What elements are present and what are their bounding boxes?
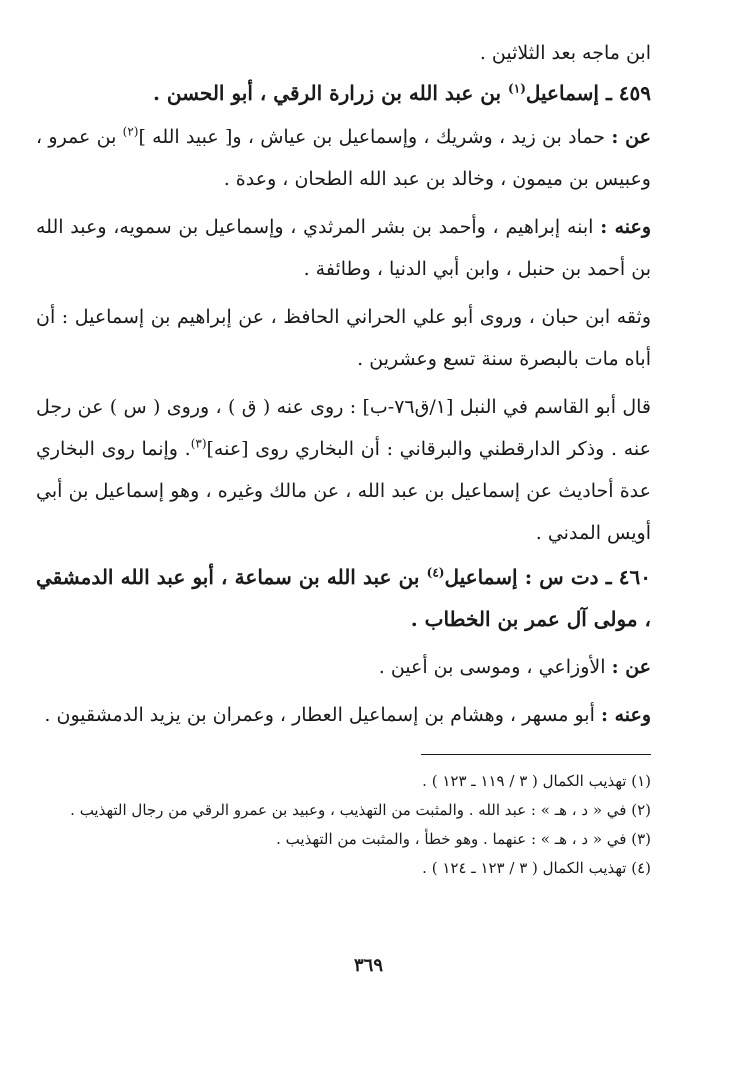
teachers-text: الأوزاعي ، وموسى بن أعين .: [378, 656, 606, 678]
entry-460-number: ٤٦٠ ـ دت س :: [524, 565, 651, 589]
entry-459-heading: [36, 72, 651, 114]
continuation-line: ابن ماجه بعد الثلاثين .: [479, 42, 651, 64]
entry-460-heading: [36, 556, 651, 640]
footnote-1: (١) تهذيب الكمال ( ٣ / ١١٩ ـ ١٢٣ ) .: [422, 772, 651, 790]
teachers-label: عن :: [611, 126, 651, 148]
commentary-text-2: . وإنما روى البخاري عدة أحاديث عن إسماعيل بن عبد الله ، عن مالك وغيره ، وهو إسماعيل بن أبي أويس المدني .: [36, 438, 651, 544]
entry-459-teachers: [36, 116, 651, 200]
footnote-3: (٣) في « د ، هـ » : عنهما . وهو خطأ ، والمثبت من التهذيب .: [276, 830, 651, 848]
footnote-4: (٤) تهذيب الكمال ( ٣ / ١٢٣ ـ ١٢٤ ) .: [422, 859, 651, 877]
teachers-text-2: بن عمرو ، وعبيس بن ميمون ، وخالد بن عبد الله الطحان ، وعدة .: [36, 126, 651, 190]
students-text: ابنه إبراهيم ، وأحمد بن بشر المرثدي ، وإسماعيل بن سمويه، وعبد الله بن أحمد بن حنبل ، وابن أبي الدنيا ، وطائفة .: [36, 216, 651, 280]
footnote-separator-wrap: [36, 736, 651, 755]
page-number: ٣٦٩: [353, 955, 383, 976]
teachers-label: عن :: [611, 656, 651, 678]
entry-459-reliability: وثقه ابن حبان ، وروى أبو علي الحراني الحافظ ، عن إبراهيم بن إسماعيل : أن أباه مات بالبصرة سنة تسع وعشرين .: [36, 306, 651, 370]
students-label: وعنه :: [600, 216, 652, 238]
entry-459-name: إسماعيل: [525, 81, 599, 105]
footnote-ref-3: (٣): [190, 436, 207, 451]
entry-460-students: [36, 694, 651, 736]
entry-459-students: [36, 206, 651, 290]
entry-460-lineage: بن عبد الله بن سماعة ، أبو عبد الله الدمشقي ، مولى آل عمر بن الخطاب .: [36, 565, 651, 631]
entry-459-number: ٤٥٩ ـ: [605, 81, 651, 105]
students-text: أبو مسهر ، وهشام بن إسماعيل العطار ، وعمران بن يزيد الدمشقيون .: [44, 704, 595, 726]
footnotes: [36, 767, 651, 883]
students-label: وعنه :: [600, 704, 651, 726]
entry-460-teachers: [36, 646, 651, 688]
entry-459-lineage: بن عبد الله بن زرارة الرقي ، أبو الحسن .: [152, 81, 502, 105]
footnote-2: (٢) في « د ، هـ » : عبد الله . والمثبت من التهذيب ، وعبيد بن عمرو الرقي من رجال التهذيب .: [70, 801, 651, 819]
footnote-separator: [421, 754, 651, 755]
teachers-text-1: حماد بن زيد ، وشريك ، وإسماعيل بن عياش ، و[ عبيد الله ]: [138, 126, 606, 148]
commentary-text-1: قال أبو القاسم في النبل [١/ق٧٦-ب] : روى عنه ( ق ) ، وروى ( س ) عن رجل عنه . وذكر الدارقطني والبرقاني : أن البخاري روى [عنه]: [36, 396, 652, 460]
footnote-ref-4: (٤): [426, 565, 445, 580]
footnote-ref-2: (٢): [122, 124, 139, 139]
footnote-ref-1: (١): [508, 81, 526, 96]
entry-459-commentary: [36, 386, 651, 554]
entry-460-name: إسماعيل: [444, 565, 518, 589]
